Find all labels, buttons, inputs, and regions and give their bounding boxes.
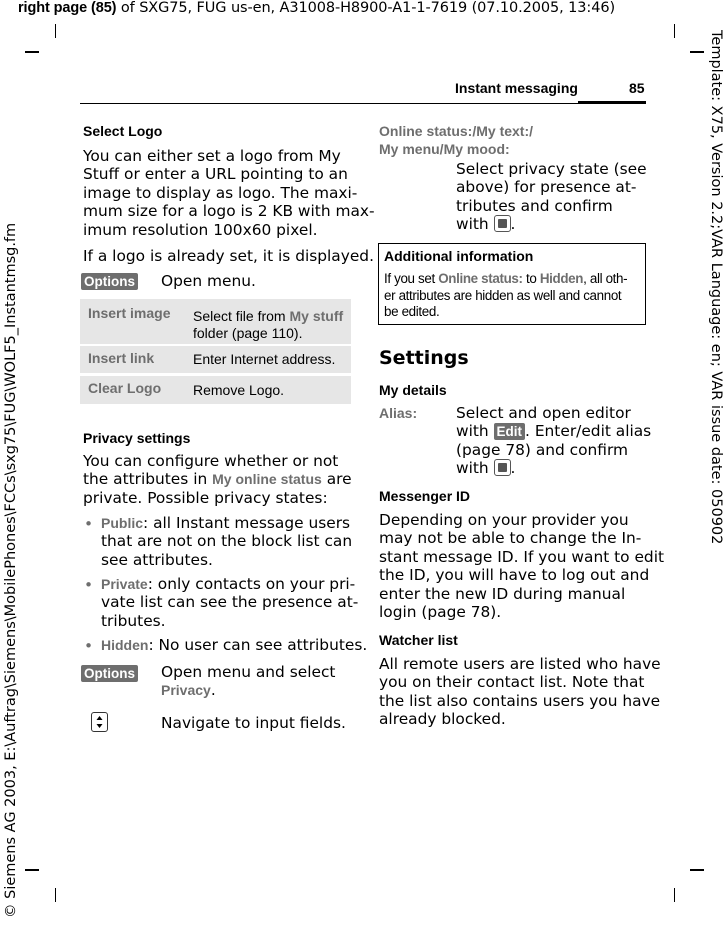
table-key: Insert image — [88, 305, 171, 321]
table-key: Insert link — [88, 350, 155, 366]
crop-mark — [25, 869, 39, 871]
list-item — [101, 636, 367, 654]
text-line — [101, 514, 352, 532]
text-span: be edited. — [384, 304, 440, 320]
text-span: . — [510, 459, 516, 478]
bullet: • — [84, 637, 94, 655]
document-header — [18, 0, 615, 16]
list-item — [101, 514, 352, 569]
center-key-icon — [494, 459, 511, 476]
text-line: Stuff or enter a URL pointing to an — [83, 165, 348, 184]
my-stuff-link: My stuff — [289, 308, 344, 324]
table-value-text: Select file from — [193, 308, 290, 324]
options-softkey-label: Options — [81, 665, 138, 682]
settings-heading: Settings — [379, 347, 469, 369]
text-line: may not be able to change the In- — [379, 529, 642, 548]
navigation-key-icon — [91, 712, 108, 735]
table-value: Remove Logo. — [193, 382, 285, 398]
text-line: Select privacy state (see — [456, 160, 647, 178]
text-span: , all oth- — [583, 271, 628, 286]
options-open-menu-text: Open menu. — [161, 272, 256, 290]
online-status-label-2: My menu/My mood: — [379, 141, 510, 157]
text-line: login (page 78). — [379, 603, 502, 622]
private-term: Private — [101, 576, 148, 592]
text-span: : only contacts on your pri- — [147, 575, 356, 593]
privacy-intro — [83, 452, 352, 507]
online-status-label-1: Online status:/My text:/ — [379, 123, 534, 139]
bullet: • — [84, 576, 94, 594]
text-line: private. Possible privacy states: — [83, 488, 328, 507]
text-line: Select and open editor — [456, 404, 631, 422]
text-line: above) for presence at- — [456, 178, 637, 197]
logo-displayed-text: If a logo is already set, it is displayed. — [83, 247, 374, 265]
crop-mark — [690, 869, 704, 871]
select-logo-heading: Select Logo — [83, 123, 163, 139]
text-span: er attributes are hidden as well and cannot — [384, 287, 622, 303]
select-logo-body — [83, 147, 375, 239]
text-line: image to display as logo. The maxi- — [83, 183, 358, 202]
table-key: Clear Logo — [88, 380, 162, 396]
text-span: . — [210, 681, 216, 700]
crop-mark — [674, 888, 675, 902]
side-copyright: © Siemens AG 2003, E:\Auftrag\Siemens\MobilePhones\FCCs\sxg75\FUG\WOLF5_Instantmsg.fm — [3, 222, 19, 918]
text-line: mum size for a logo is 2 KB with max- — [83, 202, 375, 221]
header-page-ref: right page (85) — [18, 0, 117, 16]
text-line: see attributes. — [101, 550, 213, 569]
text-line — [456, 215, 647, 233]
my-online-status-term: My online status — [212, 471, 322, 488]
public-term: Public — [101, 515, 144, 531]
options-softkey-label: Options — [81, 273, 138, 290]
online-status-term: Online status: — [438, 271, 523, 286]
text-line: stant message ID. If you want to edit — [379, 547, 665, 566]
table-value: Enter Internet address. — [193, 351, 336, 367]
text-line — [101, 636, 367, 654]
text-line: vate list can see the presence at- — [101, 593, 359, 612]
text-span: with — [456, 422, 494, 441]
watcher-list-heading: Watcher list — [379, 632, 458, 648]
running-title: Instant messaging — [455, 80, 578, 96]
text-line — [161, 681, 335, 699]
watcher-list-body — [379, 655, 661, 729]
text-line — [101, 575, 358, 593]
table-row — [80, 376, 351, 404]
options-softkey[interactable] — [81, 271, 138, 290]
privacy-heading: Privacy settings — [83, 430, 191, 446]
text-span: . — [510, 215, 516, 234]
bullet: • — [84, 515, 94, 533]
hidden-term: Hidden — [539, 271, 584, 286]
messenger-id-body — [379, 511, 664, 621]
online-status-desc — [456, 160, 647, 234]
center-key-icon — [494, 215, 511, 232]
table-row — [80, 346, 351, 373]
edit-softkey[interactable]: Edit — [494, 423, 526, 440]
text-span: with — [456, 215, 494, 234]
my-details-heading: My details — [379, 382, 447, 398]
messenger-id-heading: Messenger ID — [379, 488, 471, 504]
crop-mark — [674, 24, 675, 38]
text-line: You can configure whether or not — [83, 452, 339, 470]
text-line: the ID, you will have to log out and — [379, 566, 650, 585]
alias-desc — [456, 404, 651, 478]
table-value-text: folder (page 110). — [193, 324, 303, 341]
text-line: enter the new ID during manual — [379, 584, 626, 603]
hidden-term: Hidden — [101, 637, 149, 653]
page-number: 85 — [629, 80, 645, 96]
side-template-info: Template: X75, Version 2.2;VAR Language: en; VAR issue date: 050902 — [708, 30, 724, 545]
table-value — [193, 308, 343, 341]
text-span: : all Instant message users — [143, 514, 351, 532]
text-span: are — [321, 470, 352, 489]
crop-mark — [55, 888, 56, 902]
text-line: All remote users are listed who have — [379, 655, 661, 673]
text-line — [83, 470, 352, 488]
options-softkey-privacy[interactable] — [81, 663, 138, 682]
header-rule — [80, 103, 646, 104]
text-line — [456, 459, 651, 477]
crop-mark — [25, 51, 39, 53]
text-line: you on their contact list. Note that — [379, 673, 645, 692]
text-line: You can either set a logo from My — [83, 147, 341, 165]
privacy-menu-term: Privacy — [161, 682, 211, 699]
alias-label: Alias: — [379, 405, 418, 421]
text-span: the attributes in — [83, 470, 213, 489]
text-line: tributes and confirm — [456, 196, 613, 215]
text-span: to — [522, 271, 540, 286]
crop-mark — [690, 51, 704, 53]
text-span: . Enter/edit alias — [525, 422, 652, 441]
list-item — [101, 575, 358, 630]
privacy-options-text — [161, 663, 335, 700]
nav-up-down-icon — [91, 712, 108, 732]
table-row — [80, 299, 351, 344]
text-line: Open menu and select — [161, 663, 336, 681]
text-span: with — [456, 459, 494, 478]
text-line: tributes. — [101, 611, 166, 630]
text-line: that are not on the block list can — [101, 532, 353, 551]
text-line — [456, 422, 651, 440]
text-span: : No user can see attributes. — [148, 636, 368, 654]
text-line: imum resolution 100x60 pixel. — [83, 220, 318, 239]
text-span: If you set — [384, 271, 439, 286]
text-line: (page 78) and confirm — [456, 440, 629, 459]
header-rule-accent — [578, 101, 646, 104]
additional-info-box — [378, 243, 646, 325]
navigate-text: Navigate to input fields. — [161, 714, 346, 732]
header-doc-info: of SXG75, FUG us-en, A31008-H8900-A1-1-7619 (07.10.2005, 13:46) — [116, 0, 616, 16]
text-line: already blocked. — [379, 710, 506, 729]
info-box-title: Additional information — [384, 248, 534, 264]
info-box-text — [384, 271, 627, 321]
text-line: Depending on your provider you — [379, 511, 629, 529]
crop-mark — [55, 24, 56, 38]
text-line: the list also contains users you have — [379, 691, 661, 710]
nav-arrows-icon — [92, 713, 107, 731]
